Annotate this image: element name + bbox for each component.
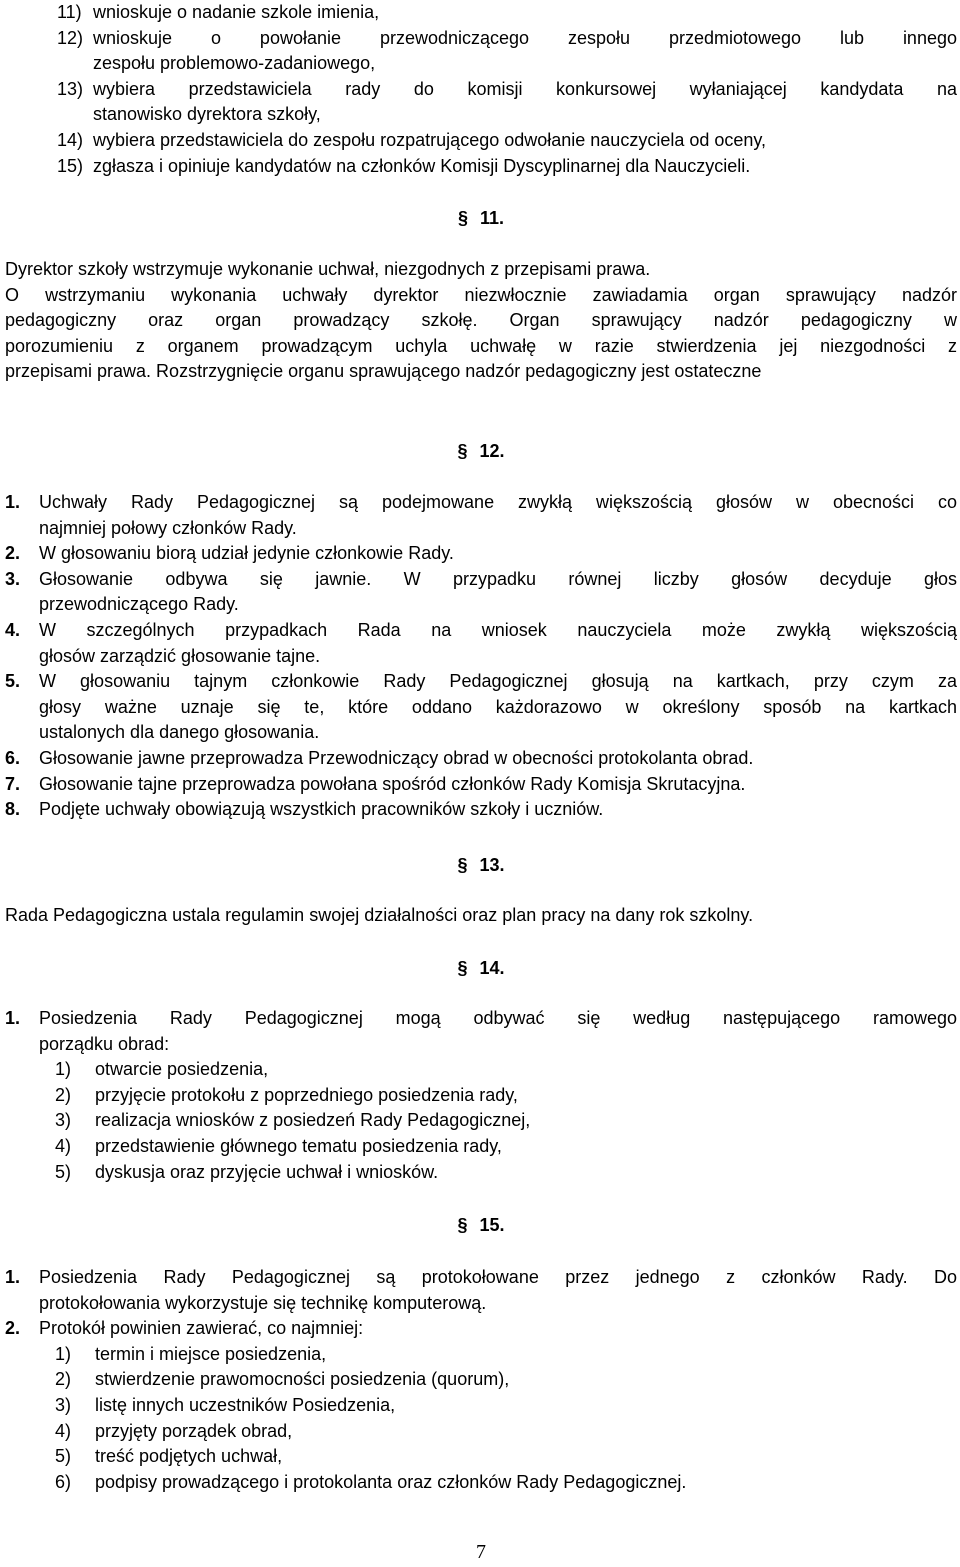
sub-list-text: stwierdzenie prawomocności posiedzenia (quorum),	[95, 1369, 510, 1390]
paragraph-line: pedagogiczny oraz organ prowadzący szkołę. Organ sprawujący nadzór pedagogiczny w	[5, 310, 957, 331]
list-item	[5, 541, 957, 567]
list-item-text: wybiera przedstawiciela do zespołu rozpatrującego odwołanie nauczyciela od oceny,	[93, 129, 767, 150]
list-item	[5, 1316, 957, 1342]
sub-list-item	[5, 1419, 957, 1445]
paragraph-sign: §	[457, 208, 468, 228]
sub-list-number: 6)	[55, 1471, 72, 1492]
section-heading-14	[5, 956, 957, 982]
sub-list-item	[5, 1083, 957, 1109]
list-item	[57, 154, 957, 180]
list-item	[5, 1006, 957, 1057]
section-number: 11.	[479, 208, 505, 228]
sub-list-item	[5, 1108, 957, 1134]
list-item	[5, 772, 957, 798]
paragraph-line: przepisami prawa. Rozstrzygnięcie organu sprawującego nadzór pedagogiczny jest ostateczne	[5, 361, 762, 382]
list-item-text: Głosowanie tajne przeprowadza powołana spośród członków Rady Komisja Skrutacyjna.	[39, 773, 746, 794]
page-number: 7	[476, 1541, 486, 1563]
sub-list-text: podpisy prowadzącego i protokolanta oraz członków Rady Pedagogicznej.	[95, 1471, 687, 1492]
list-item-number: 1.	[5, 1008, 21, 1028]
section-heading-15	[5, 1213, 957, 1239]
list-item-text: W głosowaniu tajnym członkowie Rady Pedagogicznej głosują na kartkach, przy czym za	[39, 671, 957, 692]
list-item	[5, 490, 957, 541]
list-item	[57, 0, 957, 26]
list-item-text: głosów zarządzić głosowanie tajne.	[39, 645, 321, 666]
sub-list-number: 3)	[55, 1110, 72, 1131]
sub-list-number: 5)	[55, 1446, 72, 1467]
list-item-number: 5.	[5, 671, 21, 692]
list-item-text: Podjęte uchwały obowiązują wszystkich pracowników szkoły i uczniów.	[39, 799, 604, 820]
list-item-number: 2.	[5, 1318, 21, 1339]
list-item-text: wnioskuje o powołanie przewodniczącego zespołu przedmiotowego lub innego	[93, 27, 957, 48]
list-item-number: 11)	[57, 2, 82, 22]
list-item	[5, 1265, 957, 1316]
list-item	[5, 618, 957, 669]
sub-list-number: 4)	[55, 1420, 72, 1441]
list-item-number: 13)	[57, 78, 84, 99]
list-item-text: Protokół powinien zawierać, co najmniej:	[39, 1318, 364, 1339]
section-heading-13	[5, 853, 957, 879]
list-item-text: W głosowaniu biorą udział jedynie członkowie Rady.	[39, 543, 454, 564]
list-item-text: stanowisko dyrektora szkoły,	[93, 104, 321, 125]
list-item-text: przewodniczącego Rady.	[39, 594, 239, 615]
section-number: 12.	[479, 441, 505, 461]
list-item-number: 1.	[5, 492, 21, 512]
section-number: 15.	[479, 1215, 505, 1235]
section-14-list	[5, 1006, 957, 1185]
list-item-text: Posiedzenia Rady Pedagogicznej mogą odbywać się według następującego ramowego	[39, 1008, 957, 1028]
sub-list-text: treść podjętych uchwał,	[95, 1446, 283, 1467]
paragraph-line: porozumieniu z organem prowadzącym uchyla uchwałę w razie stwierdzenia jej niezgodności z	[5, 335, 957, 356]
sub-list-text: dyskusja oraz przyjęcie uchwał i wniosków.	[95, 1161, 439, 1182]
list-item-text: zgłasza i opiniuje kandydatów na członków Komisji Dyscyplinarnej dla Nauczycieli.	[93, 155, 751, 176]
section-number: 14.	[479, 958, 505, 978]
list-item-text: protokołowania wykorzystuje się technikę komputerową.	[39, 1292, 487, 1313]
paragraph-line: O wstrzymaniu wykonania uchwały dyrektor niezwłocznie zawiadamia organ sprawujący nadzór	[5, 284, 957, 305]
list-item-text: wnioskuje o nadanie szkole imienia,	[93, 2, 380, 22]
sub-list-text: przyjęty porządek obrad,	[95, 1420, 293, 1441]
sub-list-number: 2)	[55, 1369, 72, 1390]
sub-list-text: przyjęcie protokołu z poprzedniego posiedzenia rady,	[95, 1084, 518, 1105]
sub-list-text: termin i miejsce posiedzenia,	[95, 1343, 327, 1364]
paragraph-sign: §	[457, 958, 468, 978]
sub-list-number: 4)	[55, 1135, 72, 1156]
section-heading-12	[5, 439, 957, 465]
list-item-text: najmniej połowy członków Rady.	[39, 517, 297, 538]
paragraph-text: Rada Pedagogiczna ustala regulamin swojej działalności oraz plan pracy na dany rok szkolny.	[5, 905, 754, 925]
list-item-text: W szczególnych przypadkach Rada na wniosek nauczyciela może zwykłą większością	[39, 619, 957, 640]
paragraph	[5, 283, 957, 385]
sub-list-text: realizacja wniosków z posiedzeń Rady Pedagogicznej,	[95, 1110, 531, 1131]
list-item-number: 6.	[5, 747, 21, 768]
sub-list-text: otwarcie posiedzenia,	[95, 1059, 269, 1080]
list-item-text: zespołu problemowo-zadaniowego,	[93, 53, 376, 74]
sub-list-item	[5, 1342, 957, 1368]
list-item	[5, 567, 957, 618]
list-item-text: głosy ważne uznaje się te, które oddano każdorazowo w określony sposób na kartkach	[39, 696, 957, 717]
sub-list-number: 1)	[55, 1343, 72, 1364]
list-item-text: porządku obrad:	[39, 1033, 170, 1054]
list-item-number: 4.	[5, 619, 21, 640]
sub-list-item	[5, 1160, 957, 1186]
sub-list-number: 3)	[55, 1394, 72, 1415]
sub-list-item	[5, 1367, 957, 1393]
paragraph-sign: §	[457, 441, 468, 461]
section-15-list	[5, 1265, 957, 1495]
sub-list-item	[5, 1134, 957, 1160]
list-item-number: 8.	[5, 799, 21, 820]
list-item-text: Uchwały Rady Pedagogicznej są podejmowane zwykłą większością głosów w obecności co	[39, 492, 957, 512]
paragraph-sign: §	[457, 1215, 468, 1235]
top-list	[57, 0, 957, 179]
sub-list-number: 2)	[55, 1084, 72, 1105]
section-12-list	[5, 490, 957, 823]
list-item	[57, 128, 957, 154]
list-item-number: 3.	[5, 568, 21, 589]
list-item	[5, 746, 957, 772]
list-item-text: Posiedzenia Rady Pedagogicznej są protokołowane przez jednego z członków Rady. Do	[39, 1267, 957, 1287]
sub-list-item	[5, 1444, 957, 1470]
list-item-number: 14)	[57, 129, 84, 150]
sub-list-item	[5, 1393, 957, 1419]
section-number: 13.	[479, 855, 505, 875]
list-item	[5, 797, 957, 823]
list-item-text: ustalonych dla danego głosowania.	[39, 722, 320, 743]
sub-list-text: przedstawienie głównego tematu posiedzenia rady,	[95, 1135, 502, 1156]
list-item-text: Głosowanie odbywa się jawnie. W przypadku równej liczby głosów decyduje głos	[39, 568, 957, 589]
list-item	[57, 77, 957, 128]
list-item-text: Głosowanie jawne przeprowadza Przewodniczący obrad w obecności protokolanta obrad.	[39, 747, 754, 768]
paragraph-text: Dyrektor szkoły wstrzymuje wykonanie uchwał, niezgodnych z przepisami prawa.	[5, 259, 651, 279]
list-item-text: wybiera przedstawiciela rady do komisji konkursowej wyłaniającej kandydata na	[93, 78, 957, 99]
list-item-number: 1.	[5, 1267, 21, 1287]
list-item-number: 7.	[5, 773, 21, 794]
paragraph-sign: §	[457, 855, 468, 875]
list-item	[5, 669, 957, 746]
list-item-number: 15)	[57, 155, 84, 176]
sub-list-number: 5)	[55, 1161, 72, 1182]
section-11-body	[5, 257, 957, 385]
list-item	[57, 26, 957, 77]
list-item-number: 12)	[57, 27, 84, 48]
sub-list-item	[5, 1470, 957, 1496]
section-13-body	[5, 903, 957, 929]
sub-list-item	[5, 1057, 957, 1083]
list-item-number: 2.	[5, 543, 21, 564]
sub-list-number: 1)	[55, 1059, 72, 1080]
section-heading-11	[5, 206, 957, 232]
sub-list-text: listę innych uczestników Posiedzenia,	[95, 1394, 396, 1415]
